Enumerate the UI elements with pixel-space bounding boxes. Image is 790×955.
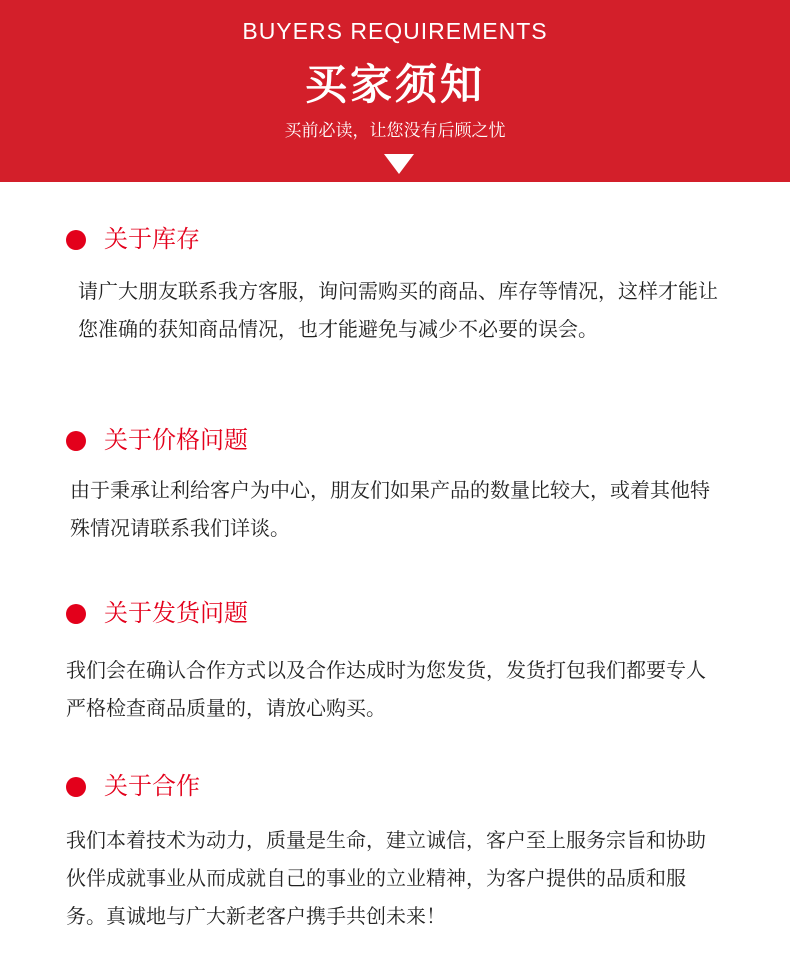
section-title: 关于合作 xyxy=(104,772,200,800)
bullet-dot-icon xyxy=(66,431,86,451)
banner-title-cn: 买家须知 xyxy=(304,60,485,109)
header-banner xyxy=(0,0,790,182)
section-title: 关于库存 xyxy=(104,225,200,253)
banner-subtitle: 买前必读，让您没有后顾之忧 xyxy=(284,121,506,141)
section-title: 关于发货问题 xyxy=(104,599,248,627)
section-body: 我们会在确认合作方式以及合作达成时为您发货，发货打包我们都要专人严格检查商品质量的，请放心购买。 xyxy=(66,658,706,720)
bullet-dot-icon xyxy=(66,604,86,624)
bullet-dot-icon xyxy=(66,777,86,797)
section-body: 我们本着技术为动力，质量是生命，建立诚信，客户至上服务宗旨和协助伙伴成就事业从而成就自己的事业的立业精神，为客户提供的品质和服务。真诚地与广大新老客户携手共创未来！ xyxy=(66,828,706,928)
banner-title-en: BUYERS REQUIREMENTS xyxy=(242,18,548,44)
section-body: 由于秉承让利给客户为中心，朋友们如果产品的数量比较大，或着其他特殊情况请联系我们详谈。 xyxy=(70,478,710,540)
bullet-dot-icon xyxy=(66,230,86,250)
section-body: 请广大朋友联系我方客服，询问需购买的商品、库存等情况，这样才能让您准确的获知商品情况，也才能避免与减少不必要的误会。 xyxy=(78,279,718,341)
triangle-down-icon xyxy=(384,154,414,174)
section-title: 关于价格问题 xyxy=(104,426,248,454)
